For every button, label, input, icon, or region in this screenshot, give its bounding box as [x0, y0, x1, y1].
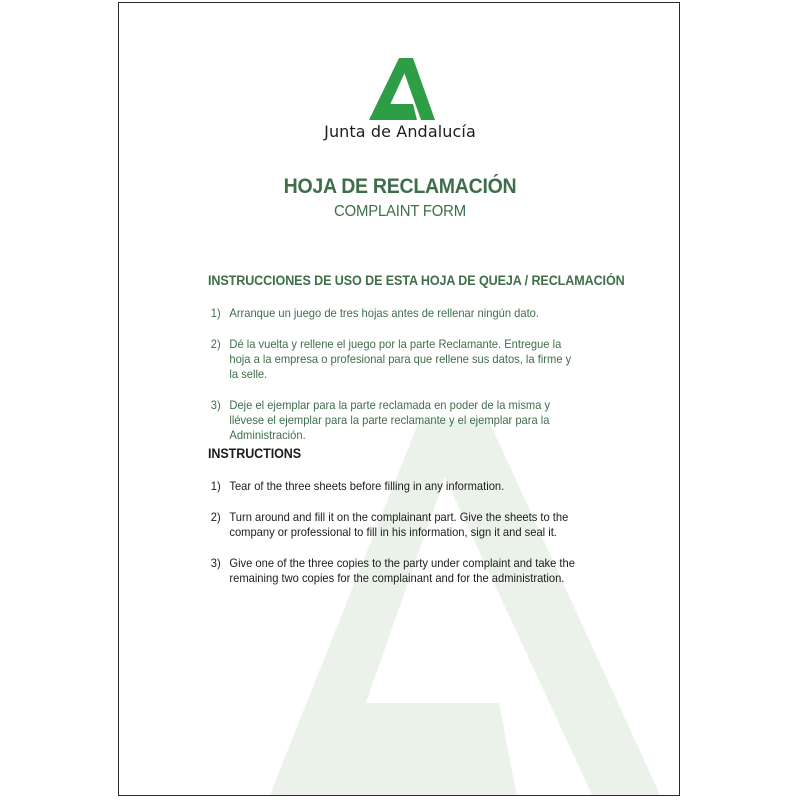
spanish-heading: INSTRUCCIONES DE USO DE ESTA HOJA DE QUEJA / RECLAMACIÓN — [208, 273, 625, 288]
item-number: 3) — [210, 398, 221, 412]
english-instructions — [208, 446, 658, 602]
item-text: Dé la vuelta y rellene el juego por la parte Reclamante. Entregue la hoja a la empresa o profesional para que rellene sus datos, la firme y la selle. — [229, 337, 572, 381]
english-heading: INSTRUCTIONS — [208, 446, 302, 461]
page-subtitle: COMPLAINT FORM — [334, 203, 466, 220]
list-item — [208, 337, 580, 382]
item-text: Arranque un juego de tres hojas antes de rellenar ningún dato. — [229, 306, 539, 320]
list-item — [208, 306, 580, 321]
list-item — [208, 398, 580, 443]
item-number: 1) — [210, 479, 221, 493]
item-text: Tear of the three sheets before filling in any information. — [229, 479, 505, 493]
list-item — [208, 479, 580, 494]
item-text: Give one of the three copies to the party under complaint and take the remaining two copies for the complainant and for the administration. — [229, 556, 575, 585]
spanish-instructions — [208, 273, 658, 459]
item-number: 2) — [210, 337, 221, 351]
item-number: 1) — [210, 306, 221, 320]
item-number: 3) — [210, 556, 221, 570]
page-title: HOJA DE RECLAMACIÓN — [283, 175, 517, 198]
item-text: Deje el ejemplar para la parte reclamada en poder de la misma y llévese el ejemplar para la parte reclamante y el ejemplar para la Administración. — [229, 398, 551, 442]
item-text: Turn around and fill it on the complainant part. Give the sheets to the company or professional to fill in his information, sign it and seal it. — [229, 510, 569, 539]
list-item — [208, 556, 580, 586]
item-number: 2) — [210, 510, 221, 524]
junta-andalucia-logo-icon — [367, 58, 435, 120]
list-item — [208, 510, 580, 540]
complaint-form-sheet — [118, 2, 680, 796]
logo-text: Junta de Andalucía — [324, 122, 476, 141]
